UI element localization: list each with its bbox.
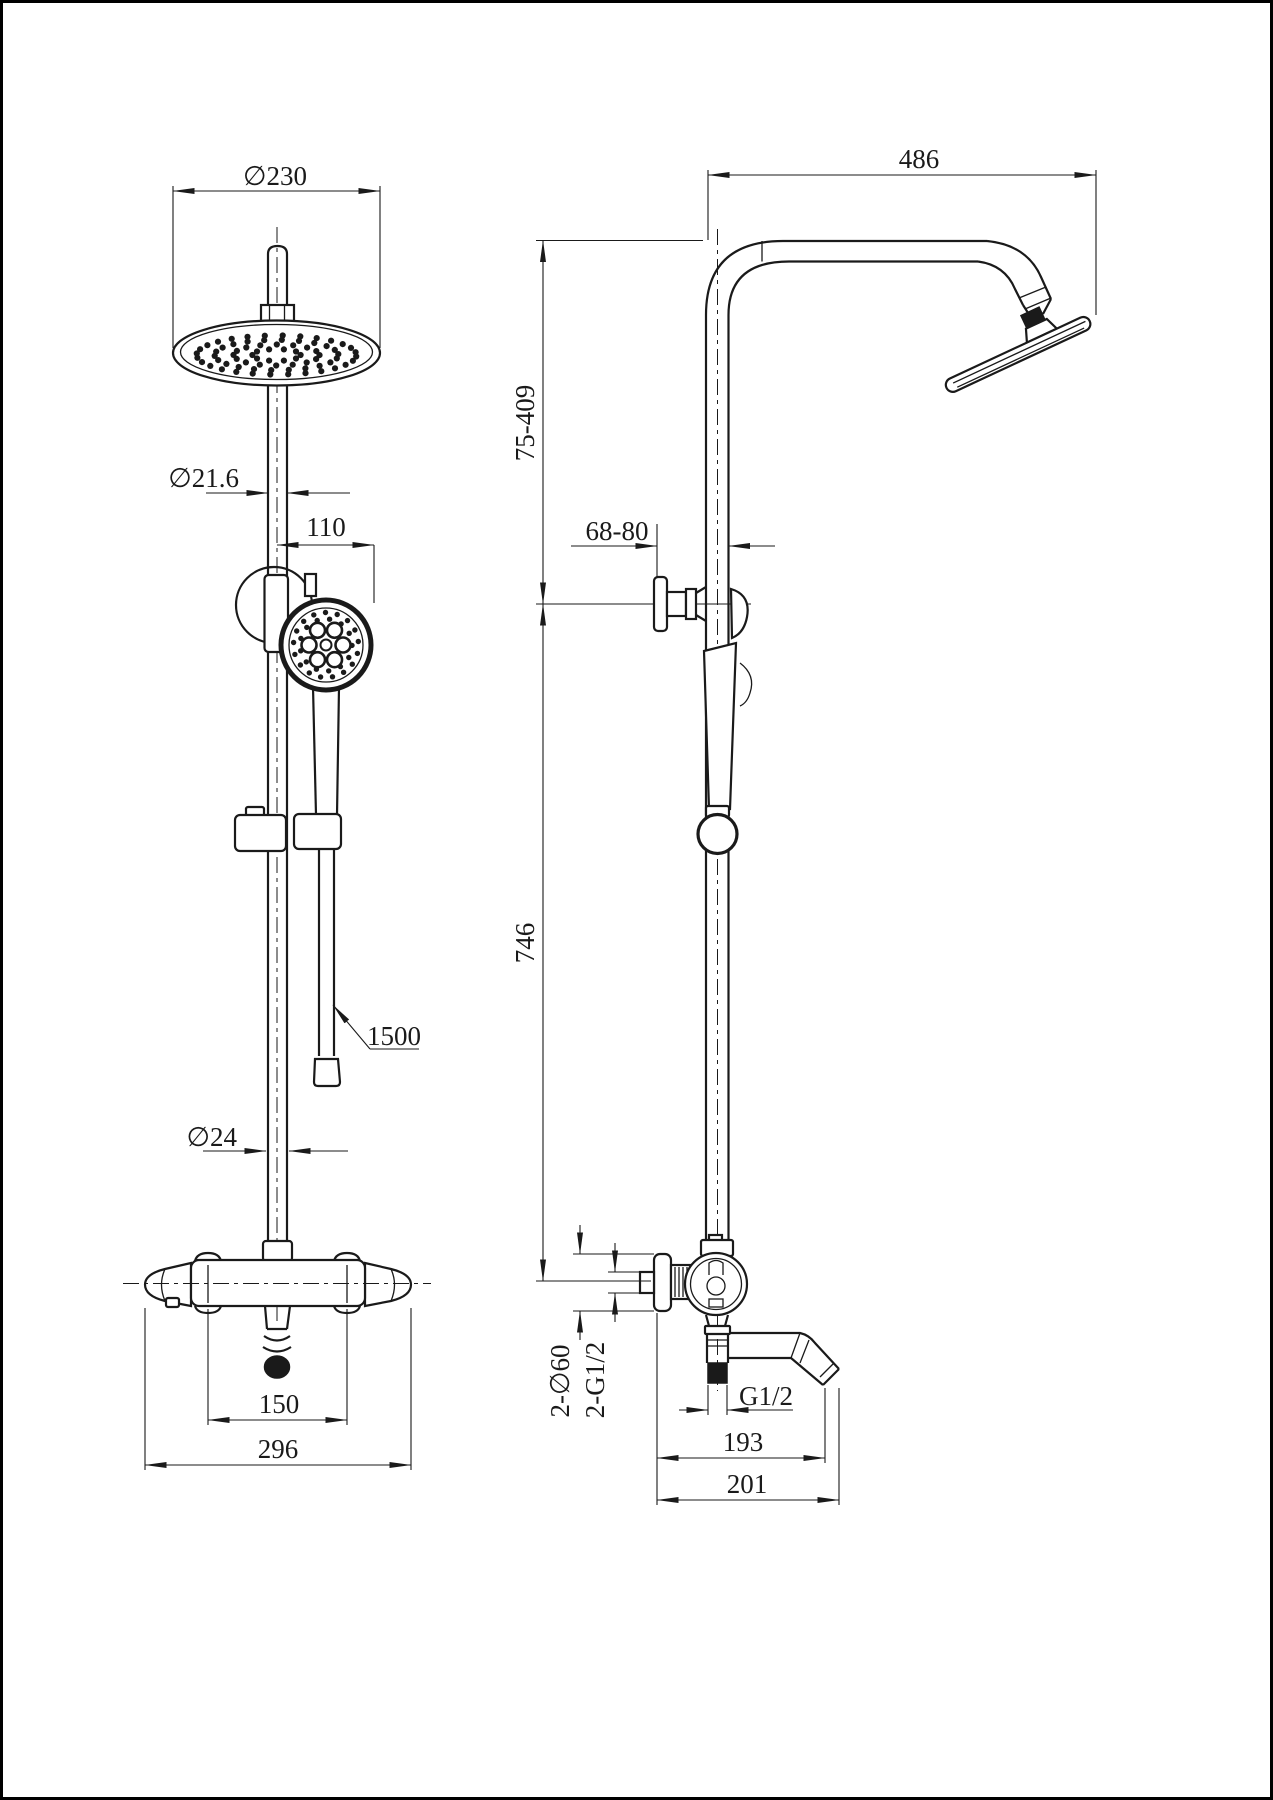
inlet-nipple [640, 1272, 654, 1293]
shower-hose-front [314, 849, 340, 1086]
tub-spout-side [707, 1333, 839, 1385]
dim-label-head-drop-range: 75-409 [510, 384, 540, 462]
technical-drawing [3, 3, 1273, 1800]
wall-bracket-side [536, 577, 751, 631]
shower-arm [706, 241, 1051, 316]
side-view [510, 144, 1096, 1505]
dim-label-wall-clearance: 68-80 [585, 516, 649, 546]
diverter-button [166, 1298, 179, 1307]
dim-label-outlet-thread: G1/2 [739, 1381, 793, 1411]
dim-arm-reach [708, 144, 1096, 315]
dim-label-escutcheon: 2-∅60 [545, 1344, 575, 1418]
dim-label-rail-diameter: ∅24 [186, 1122, 237, 1152]
dim-pipe-diameter [168, 463, 350, 493]
hand-shower-head [281, 600, 371, 690]
dim-label-arm-reach: 486 [898, 144, 940, 174]
dim-wall-clearance [571, 516, 775, 577]
outlet-thread [708, 1363, 727, 1383]
bracket-clip [305, 574, 316, 596]
dim-label-body-width: 296 [257, 1434, 299, 1464]
overhead-head-side [932, 290, 1093, 394]
dim-label-handshower-offset: 110 [306, 512, 346, 542]
dim-head-drop-range [510, 241, 703, 605]
dim-label-pipe-diameter: ∅21.6 [168, 463, 239, 493]
front-view [123, 161, 431, 1470]
slider-knob [698, 815, 737, 854]
overhead-shower-head [173, 321, 380, 386]
mixer-valve-side [640, 1235, 747, 1334]
dim-label-handle-spacing: 150 [258, 1389, 300, 1419]
dim-outlet-thread [679, 1381, 793, 1415]
dim-label-spout-reach: 193 [722, 1427, 764, 1457]
dim-label-hose-length: 1500 [367, 1021, 421, 1051]
dim-label-spout-reach-overall: 201 [726, 1469, 768, 1499]
dim-rail-length [510, 604, 651, 1281]
dim-hose-length [333, 1005, 421, 1051]
dim-inlet-thread [580, 1243, 640, 1418]
hand-shower-handle [313, 687, 339, 815]
dim-label-inlet-thread: 2-G1/2 [580, 1341, 610, 1419]
wall-flange [654, 1254, 671, 1311]
dim-label-head-diameter: ∅230 [242, 161, 308, 191]
spout-outlet [265, 1356, 290, 1378]
dim-label-rail-length: 746 [510, 922, 540, 964]
dim-handshower-offset [277, 512, 374, 603]
